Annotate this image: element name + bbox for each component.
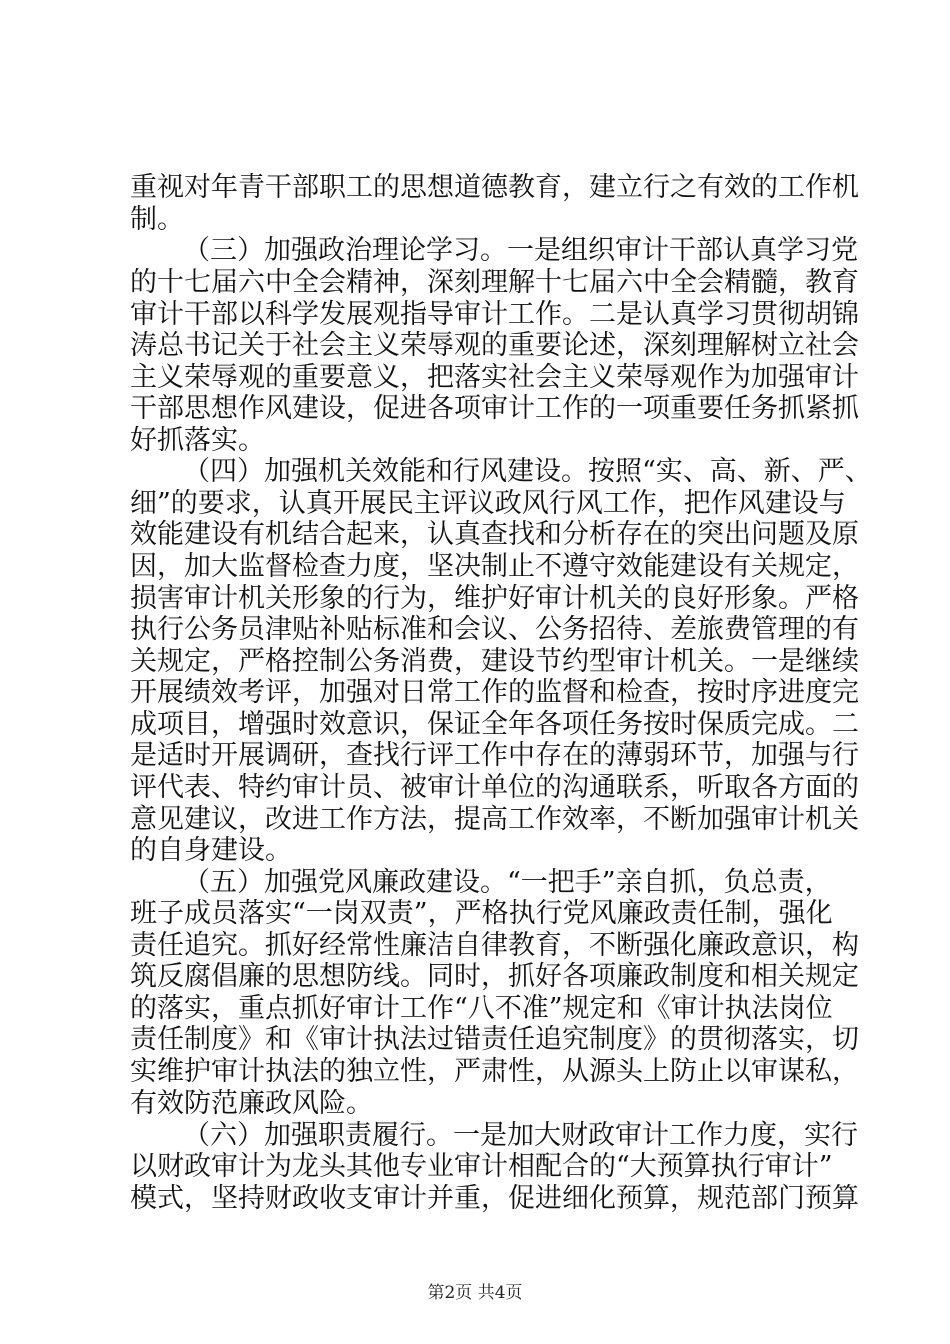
text-line: 有效防范廉政风险。 xyxy=(130,1088,373,1119)
text-line: 的自身建设。 xyxy=(130,835,292,866)
text-line: 责任追究。抓好经常性廉洁自律教育，不断强化廉政意识，构 xyxy=(130,930,859,961)
page-number: 第2页 共4页 xyxy=(427,1283,523,1303)
text-line: 主义荣辱观的重要意义，把落实社会主义荣辱观作为加强审计 xyxy=(130,362,859,393)
section-heading-4: （四）加强机关效能和行风建设。按照“实、高、新、严、 xyxy=(183,456,872,487)
text-line: 成项目，增强时效意识，保证全年各项任务按时保质完成。二 xyxy=(130,709,859,740)
text-line: 责任制度》和《审计执法过错责任追究制度》的贯彻落实，切 xyxy=(130,1024,859,1055)
text-line: 班子成员落实“一岗双责”，严格执行党风廉政责任制，强化 xyxy=(130,898,833,929)
section-heading-6: （六）加强职责履行。一是加大财政审计工作力度，实行 xyxy=(183,1120,858,1151)
text-line: 效能建设有机结合起来，认真查找和分析存在的突出问题及原 xyxy=(130,519,859,550)
text-line: 损害审计机关形象的行为，维护好审计机关的良好形象。严格 xyxy=(130,583,859,614)
text-line: 模式，坚持财政收支审计并重，促进细化预算，规范部门预算 xyxy=(130,1183,859,1214)
text-line: 执行公务员津贴补贴标准和会议、公务招待、差旅费管理的有 xyxy=(130,614,859,645)
text-line: 因，加大监督检查力度，坚决制止不遵守效能建设有关规定， xyxy=(130,551,859,582)
text-line: 细”的要求，认真开展民主评议政风行风工作，把作风建设与 xyxy=(130,488,846,519)
text-line: 好抓落实。 xyxy=(130,425,265,456)
text-line: 实维护审计执法的独立性，严肃性，从源头上防止以审谋私， xyxy=(130,1056,859,1087)
text-line: 评代表、特约审计员、被审计单位的沟通联系，听取各方面的 xyxy=(130,772,859,803)
text-line: 的落实，重点抓好审计工作“八不准”规定和《审计执法岗位 xyxy=(130,993,833,1024)
text-line: 以财政审计为龙头其他专业审计相配合的“大预算执行审计” xyxy=(130,1151,833,1182)
text-line: 筑反腐倡廉的思想防线。同时，抓好各项廉政制度和相关规定 xyxy=(130,961,859,992)
text-line: 干部思想作风建设，促进各项审计工作的一项重要任务抓紧抓 xyxy=(130,393,859,424)
text-line: 开展绩效考评，加强对日常工作的监督和检查，按时序进度完 xyxy=(130,677,859,708)
text-line: 是适时开展调研，查找行评工作中存在的薄弱环节，加强与行 xyxy=(130,740,859,771)
text-line: 的十七届六中全会精神，深刻理解十七届六中全会精髓，教育 xyxy=(130,267,859,298)
text-line: 意见建议，改进工作方法，提高工作效率，不断加强审计机关 xyxy=(130,804,859,835)
text-line: 涛总书记关于社会主义荣辱观的重要论述，深刻理解树立社会 xyxy=(130,330,859,361)
section-heading-5: （五）加强党风廉政建设。“一把手”亲自抓，负总责， xyxy=(183,867,832,898)
section-heading-3: （三）加强政治理论学习。一是组织审计干部认真学习党 xyxy=(183,235,858,266)
text-line: 制。 xyxy=(130,204,184,235)
text-line: 关规定，严格控制公务消费，建设节约型审计机关。一是继续 xyxy=(130,646,859,677)
text-line: 重视对年青干部职工的思想道德教育，建立行之有效的工作机 xyxy=(130,172,859,203)
text-line: 审计干部以科学发展观指导审计工作。二是认真学习贯彻胡锦 xyxy=(130,299,859,330)
